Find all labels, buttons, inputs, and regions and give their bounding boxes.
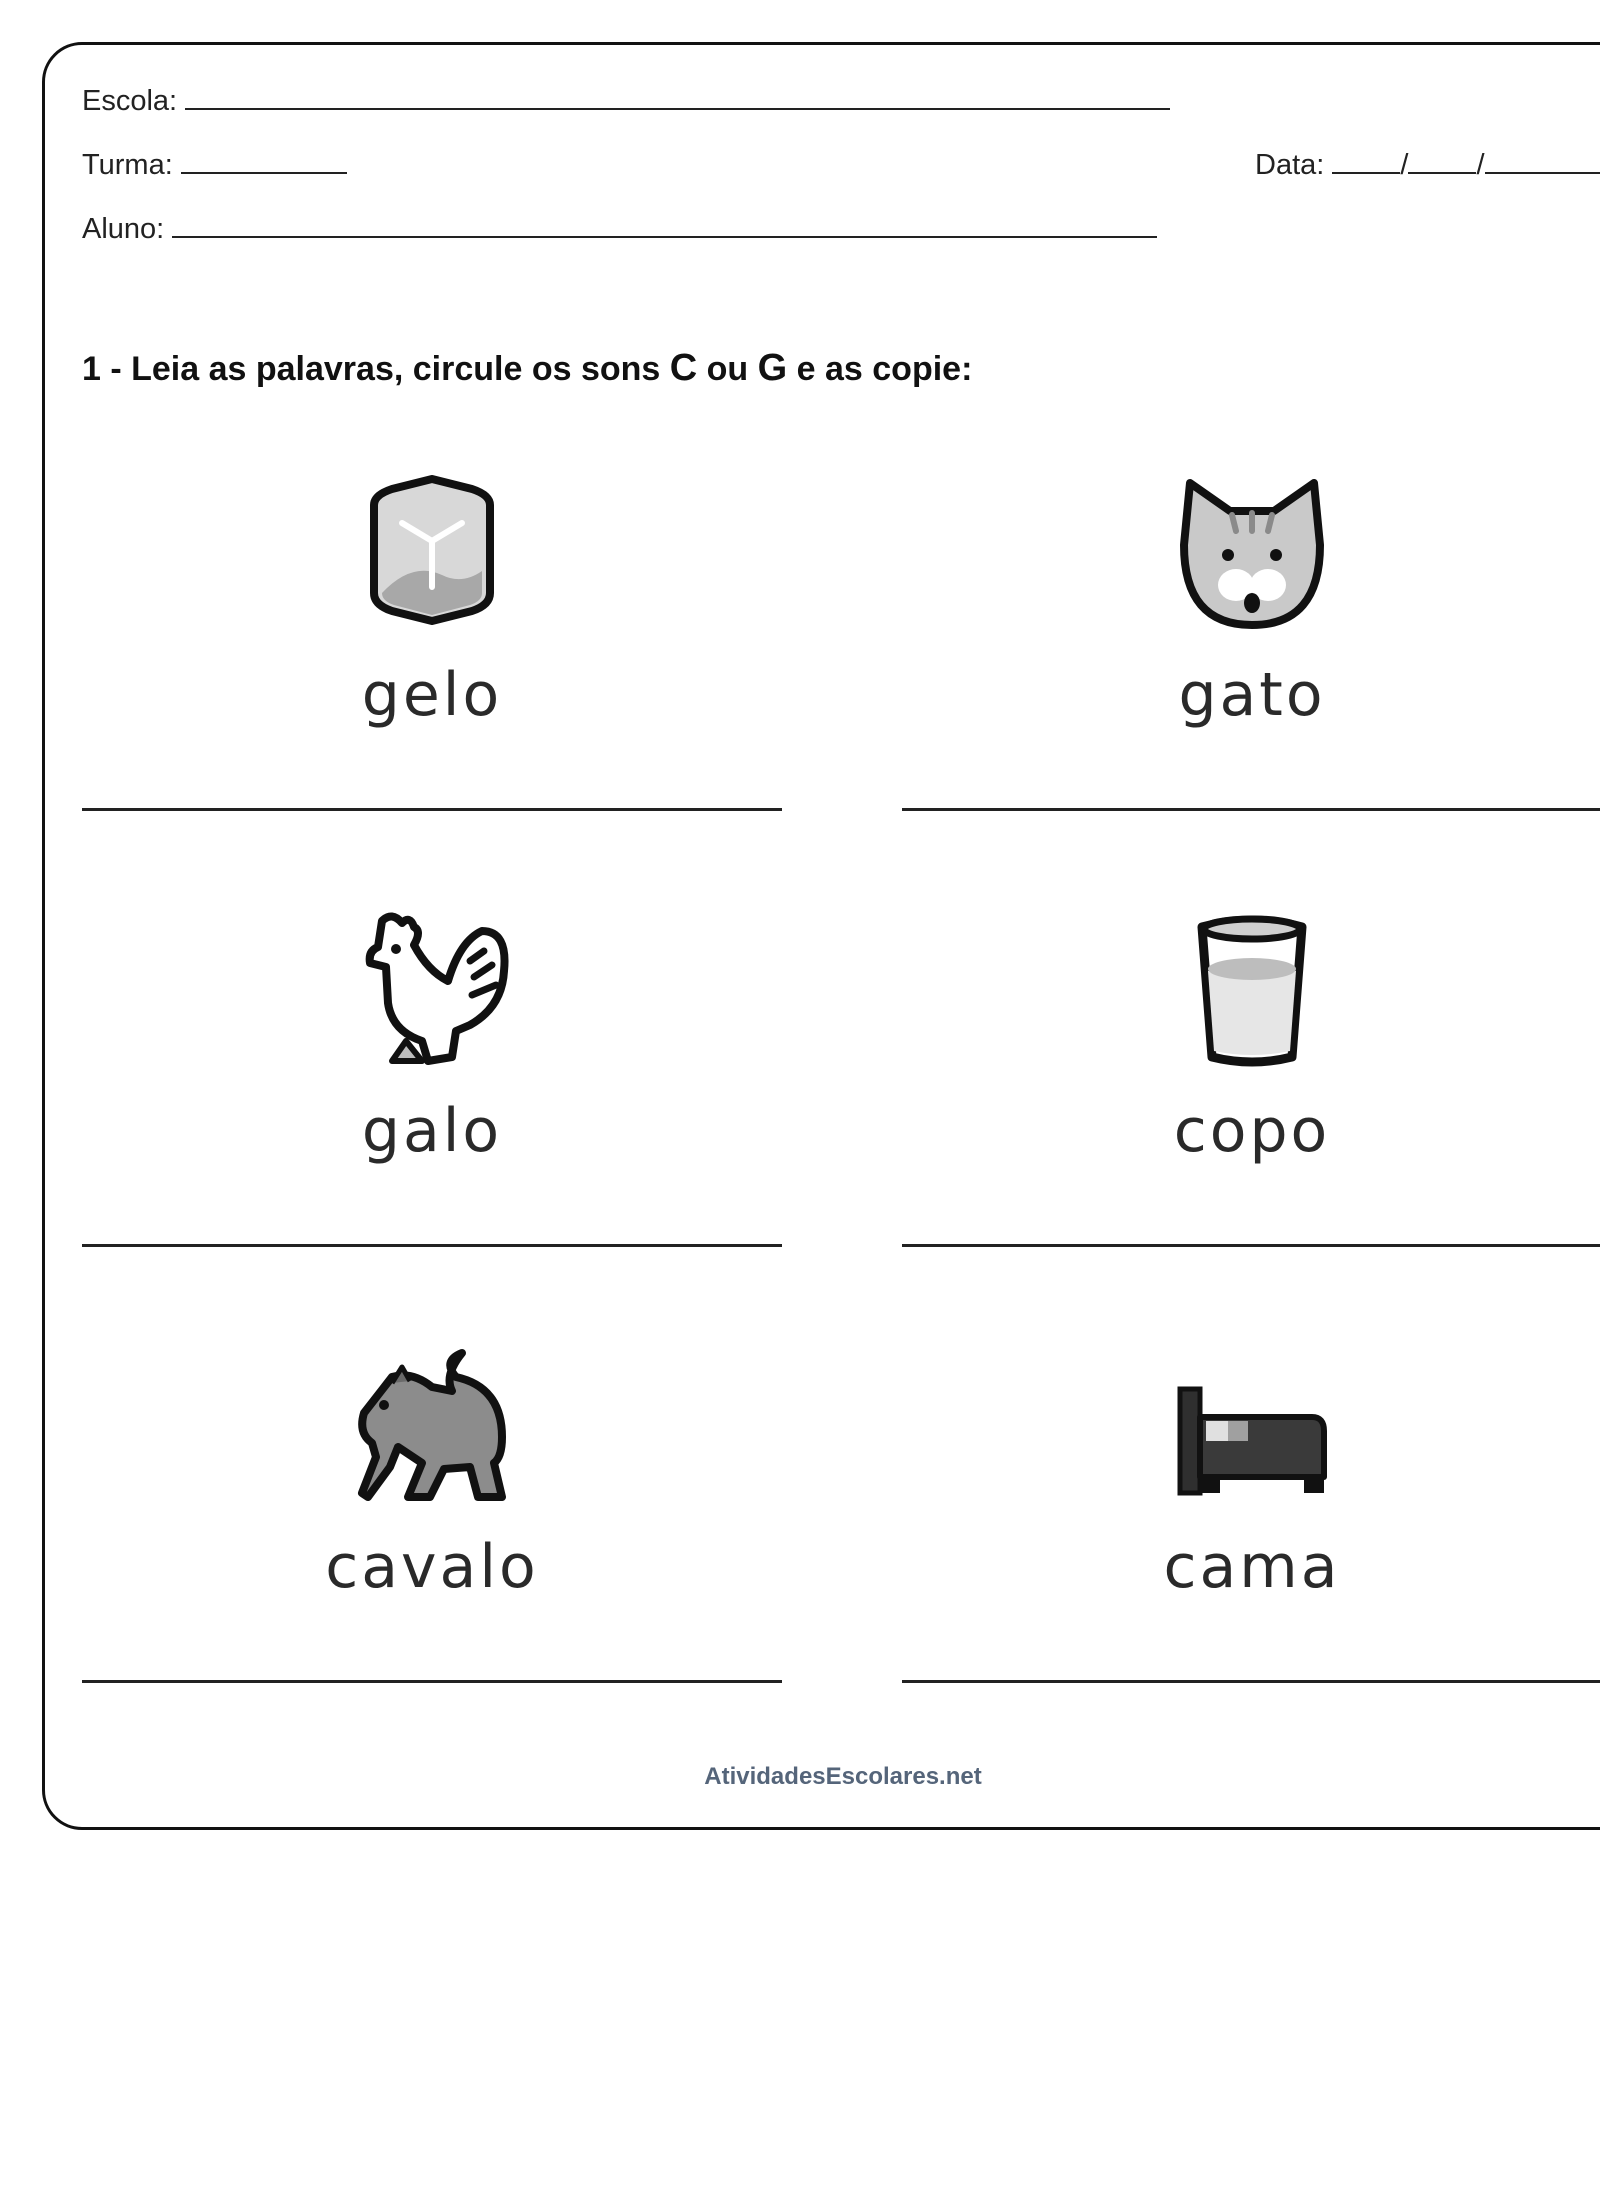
word-item <box>82 475 782 855</box>
ice-cube-icon <box>352 475 512 635</box>
date-field <box>1255 146 1600 182</box>
school-input-line[interactable] <box>185 82 1170 110</box>
letter-g: G <box>757 347 788 389</box>
horse-icon <box>352 1347 512 1507</box>
question-text: 1 - Leia as palavras, circule os sons <box>82 350 670 388</box>
word-item <box>902 475 1600 855</box>
word-label: cavalo <box>325 1532 539 1602</box>
rooster-icon <box>352 911 512 1071</box>
word-label: gato <box>1178 660 1326 730</box>
copy-line[interactable] <box>82 808 782 811</box>
glass-of-milk-icon <box>1172 911 1332 1071</box>
word-item <box>902 911 1600 1291</box>
question-title <box>82 347 972 390</box>
student-label: Aluno: <box>82 213 165 245</box>
copy-line[interactable] <box>902 1680 1600 1683</box>
school-field <box>82 82 1170 118</box>
date-day-line[interactable] <box>1332 146 1400 174</box>
date-separator: / <box>1400 149 1409 181</box>
word-label: cama <box>1163 1532 1341 1602</box>
class-field <box>82 146 347 182</box>
class-label: Turma: <box>82 149 173 181</box>
date-month-line[interactable] <box>1408 146 1476 174</box>
letter-c: C <box>669 347 698 389</box>
copy-line[interactable] <box>902 1244 1600 1247</box>
copy-line[interactable] <box>82 1680 782 1683</box>
date-separator: / <box>1476 149 1485 181</box>
word-item <box>82 1347 782 1727</box>
date-year-line[interactable] <box>1485 146 1600 174</box>
footer-site: AtividadesEscolares.net <box>704 1763 982 1790</box>
word-label: galo <box>361 1096 503 1166</box>
student-field <box>82 210 1157 246</box>
word-item <box>902 1347 1600 1727</box>
student-input-line[interactable] <box>172 210 1157 238</box>
date-label: Data: <box>1255 149 1325 181</box>
copy-line[interactable] <box>902 808 1600 811</box>
word-label: gelo <box>361 660 503 730</box>
bed-icon <box>1172 1347 1332 1507</box>
school-label: Escola: <box>82 85 178 117</box>
class-input-line[interactable] <box>181 146 347 174</box>
word-item <box>82 911 782 1291</box>
question-text: e as copie: <box>787 350 973 388</box>
copy-line[interactable] <box>82 1244 782 1247</box>
cat-face-icon <box>1172 475 1332 635</box>
word-label: copo <box>1173 1096 1331 1166</box>
question-text: ou <box>697 350 758 388</box>
